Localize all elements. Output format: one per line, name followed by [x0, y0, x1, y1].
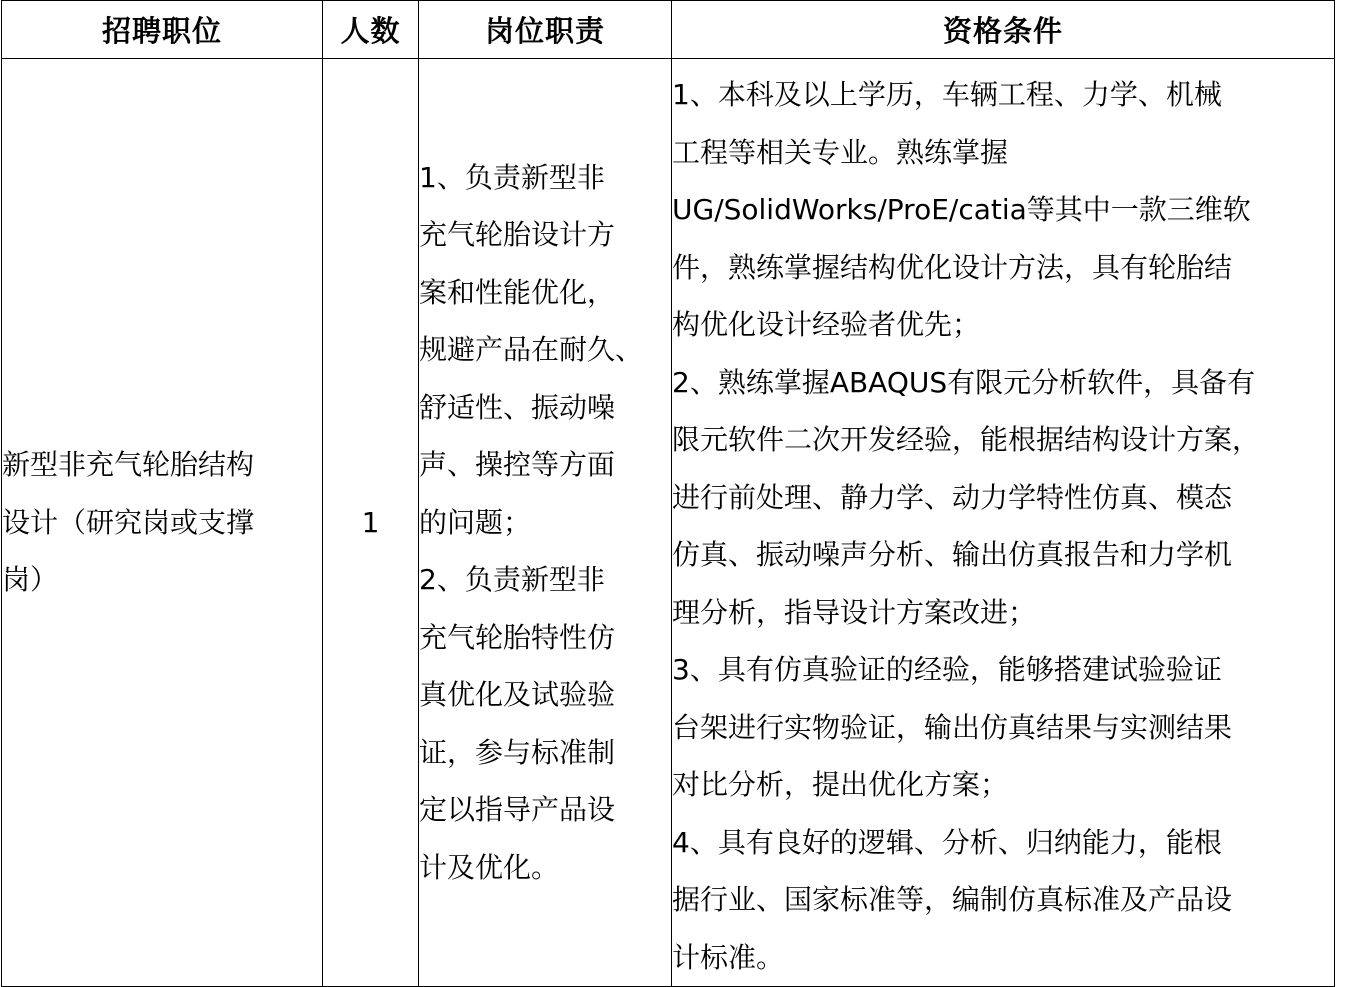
duties-line: 充气轮胎特性仿	[419, 620, 616, 654]
duties-line: 的问题；	[419, 505, 532, 539]
requirements-line: 对比分析，提出优化方案；	[672, 768, 1009, 801]
requirements-line: 件，熟练掌握结构优化设计方法，具有轮胎结	[672, 250, 1233, 284]
duties-line: 案和性能优化，	[419, 275, 616, 309]
position-line: 新型非充气轮胎结构	[2, 448, 255, 482]
duties-line: 证，参与标准制	[419, 735, 616, 769]
duties-line: 2、负责新型非	[419, 563, 605, 597]
requirements-line: 工程等相关专业。熟练掌握	[672, 135, 1009, 169]
requirements-line: 构优化设计经验者优先；	[672, 308, 981, 341]
position-line: 岗）	[2, 563, 59, 597]
header-requirements: 资格条件	[672, 1, 1335, 59]
duties-cell	[419, 59, 672, 987]
duties-line: 舒适性、振动噪	[419, 390, 616, 424]
requirements-line: 1、本科及以上学历，车辆工程、力学、机械	[672, 78, 1222, 111]
duties-line: 1、负责新型非	[419, 160, 605, 194]
position-line: 设计（研究岗或支撑	[2, 505, 255, 539]
count-cell: 1	[323, 59, 419, 987]
requirements-line: 仿真、振动噪声分析、输出仿真报告和力学机	[672, 538, 1233, 571]
duties-line: 真优化及试验验	[419, 678, 616, 712]
duties-line: 充气轮胎设计方	[419, 218, 616, 252]
header-count: 人数	[323, 1, 419, 59]
requirements-line: 计标准。	[672, 940, 785, 974]
requirements-line: 理分析，指导设计方案改进；	[672, 595, 1037, 629]
requirements-list	[672, 59, 1334, 986]
requirements-line: 限元软件二次开发经验，能根据结构设计方案，	[672, 423, 1261, 456]
duties-line: 定以指导产品设	[419, 793, 616, 827]
table-row	[2, 59, 1335, 987]
requirements-line: 4、具有良好的逻辑、分析、归纳能力，能根	[672, 825, 1222, 859]
job-posting-table	[1, 0, 1335, 987]
header-row	[2, 1, 1335, 59]
duties-line: 计及优化。	[419, 850, 560, 884]
duties-line: 声、操控等方面	[419, 448, 616, 482]
header-position: 招聘职位	[2, 1, 323, 59]
duties-line: 规避产品在耐久、	[419, 333, 644, 367]
requirements-line: 2、熟练掌握ABAQUS有限元分析软件，具备有	[672, 365, 1256, 399]
requirements-line: 进行前处理、静力学、动力学特性仿真、模态	[672, 480, 1233, 514]
requirements-line: 3、具有仿真验证的经验，能够搭建试验验证	[672, 653, 1222, 686]
header-duties: 岗位职责	[419, 1, 672, 59]
requirements-cell	[672, 59, 1335, 987]
position-cell	[2, 59, 323, 987]
requirements-line: 台架进行实物验证，输出仿真结果与实测结果	[672, 710, 1233, 744]
requirements-line: 据行业、国家标准等，编制仿真标准及产品设	[672, 883, 1233, 916]
requirements-line: UG/SolidWorks/ProE/catia等其中一款三维软	[672, 193, 1251, 226]
